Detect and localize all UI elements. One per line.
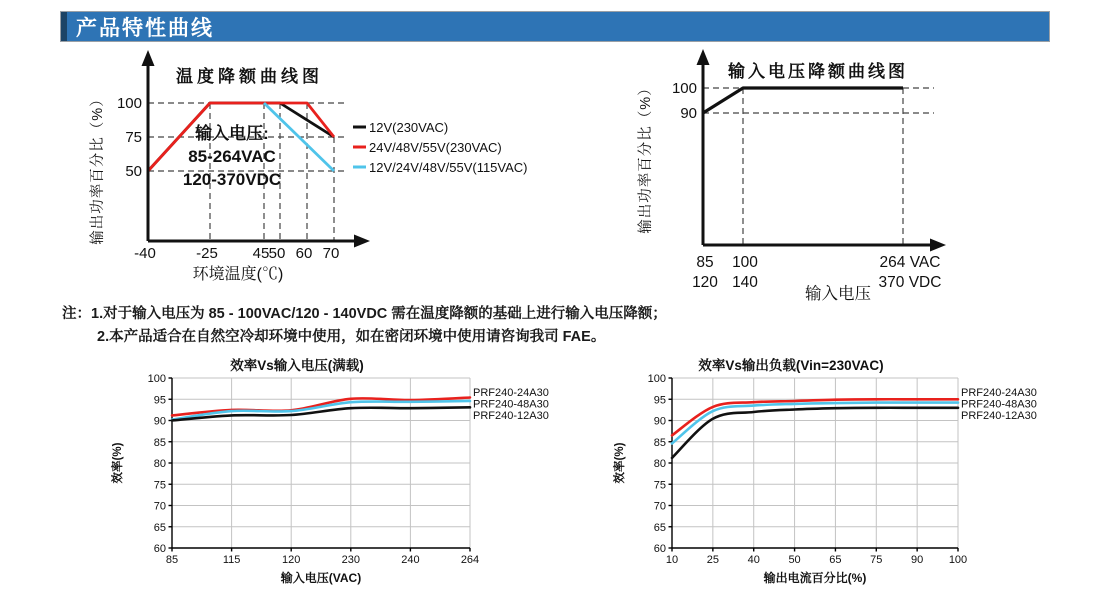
efficiency-vs-input-svg bbox=[105, 356, 565, 598]
note-line-2 bbox=[62, 326, 782, 349]
note-text-1: 1.对于输入电压为 85 - 100VAC/120 - 140VDC 需在温度降额的基础上进行输入电压降额； bbox=[91, 306, 667, 322]
x-tick-label: 45 bbox=[252, 245, 270, 262]
x-tick-label: 85 bbox=[165, 554, 179, 566]
y-tick-label: 65 bbox=[153, 521, 166, 534]
y-tick-label: 65 bbox=[653, 521, 666, 534]
x-tick-label: -25 bbox=[196, 245, 218, 262]
annotation: 输入电压: bbox=[195, 124, 269, 143]
y-axis-title: 输出功率百分比（%） bbox=[90, 91, 106, 245]
y-tick-label: 90 bbox=[680, 105, 697, 122]
y-axis-arrow bbox=[142, 50, 155, 66]
y-tick-label: 100 bbox=[671, 80, 697, 97]
chart-title: 输入电压降额曲线图 bbox=[728, 62, 908, 81]
x-tick-label: 50 bbox=[788, 554, 801, 566]
x-tick-label: 50 bbox=[268, 245, 286, 262]
x-tick-label: 240 bbox=[401, 554, 420, 566]
notes bbox=[62, 303, 782, 349]
input-derating-svg bbox=[628, 45, 1028, 305]
y-axis-title: 效率(%) bbox=[112, 442, 124, 484]
x-tick-label: 85 bbox=[696, 254, 714, 271]
y-tick-label: 100 bbox=[147, 373, 166, 385]
x-axis-title: 输入电压 bbox=[805, 285, 871, 303]
input-derating-chart bbox=[628, 45, 1028, 310]
x-tick-label: 90 bbox=[911, 554, 924, 566]
x-tick-label: 75 bbox=[870, 554, 883, 566]
y-tick-label: 100 bbox=[116, 95, 142, 112]
y-axis-title: 输出功率百分比（%） bbox=[638, 80, 654, 234]
x-axis-arrow bbox=[930, 239, 946, 252]
y-tick-label: 70 bbox=[653, 500, 666, 513]
y-tick-label: 50 bbox=[125, 163, 142, 180]
y-tick-label: 80 bbox=[653, 458, 666, 470]
temp-derating-svg bbox=[60, 46, 580, 286]
x-tick-label: 120 bbox=[282, 554, 301, 566]
efficiency-vs-load-svg bbox=[605, 356, 1065, 598]
x-axis-title: 输出电流百分比(%) bbox=[763, 571, 867, 585]
y-tick-label: 75 bbox=[153, 479, 166, 492]
note-line-1 bbox=[62, 303, 782, 326]
x-axis-title: 输入电压(VAC) bbox=[280, 571, 362, 585]
x-tick-label: 264 bbox=[460, 554, 480, 566]
y-tick-label: 75 bbox=[125, 129, 142, 146]
series-label: PRF240-12A30 bbox=[961, 410, 1037, 422]
annotation: 85-264VAC bbox=[188, 147, 276, 166]
x-axis-title: 环境温度(℃) bbox=[192, 266, 284, 283]
section-header bbox=[60, 11, 1050, 42]
note-prefix: 注： bbox=[62, 306, 91, 322]
x-tick-label: 70 bbox=[322, 245, 340, 262]
chart-title: 温度降额曲线图 bbox=[176, 67, 323, 86]
x-tick-label: 140 bbox=[732, 274, 758, 291]
x-tick-label: -40 bbox=[134, 245, 156, 262]
x-axis-arrow bbox=[354, 235, 370, 248]
series-label: PRF240-12A30 bbox=[473, 410, 549, 422]
x-tick-label: 230 bbox=[341, 554, 360, 566]
efficiency-vs-load-chart bbox=[605, 356, 1065, 601]
section-title: 产品特性曲线 bbox=[76, 16, 214, 40]
series-label: PRF240-48A30 bbox=[961, 398, 1037, 411]
y-tick-label: 60 bbox=[153, 543, 166, 555]
y-tick-label: 95 bbox=[653, 394, 666, 407]
y-tick-label: 70 bbox=[153, 500, 166, 513]
x-tick-label: 65 bbox=[829, 554, 842, 566]
legend-label: 12V/24V/48V/55V(115VAC) bbox=[369, 160, 528, 175]
x-tick-label: 25 bbox=[706, 554, 719, 566]
x-tick-label: 40 bbox=[747, 554, 760, 566]
x-tick-label: 120 bbox=[692, 274, 718, 291]
y-tick-label: 90 bbox=[653, 415, 666, 428]
legend-label: 12V(230VAC) bbox=[369, 120, 449, 135]
temp-derating-chart bbox=[60, 46, 580, 291]
y-axis-arrow bbox=[697, 49, 710, 65]
efficiency-vs-input-chart bbox=[105, 356, 565, 601]
x-tick-label: 115 bbox=[222, 554, 241, 566]
x-tick-label: 370 VDC bbox=[878, 274, 942, 291]
series-label: PRF240-48A30 bbox=[473, 398, 549, 411]
series-label: PRF240-24A30 bbox=[961, 387, 1037, 399]
series-line bbox=[672, 408, 958, 458]
x-tick-label: 60 bbox=[295, 245, 313, 262]
y-tick-label: 60 bbox=[653, 543, 666, 555]
x-tick-label: 10 bbox=[665, 554, 679, 566]
y-tick-label: 95 bbox=[153, 394, 166, 407]
x-tick-label: 100 bbox=[948, 554, 968, 566]
y-tick-label: 90 bbox=[153, 415, 166, 428]
legend-label: 24V/48V/55V(230VAC) bbox=[369, 140, 502, 155]
y-tick-label: 80 bbox=[153, 458, 166, 470]
series-label: PRF240-24A30 bbox=[473, 387, 549, 399]
series-line bbox=[703, 88, 903, 113]
y-tick-label: 85 bbox=[653, 436, 666, 449]
x-tick-label: 264 VAC bbox=[879, 254, 941, 271]
x-tick-label: 100 bbox=[732, 254, 758, 271]
chart-title: 效率Vs输出负载(Vin=230VAC) bbox=[698, 358, 884, 373]
y-tick-label: 75 bbox=[653, 479, 666, 492]
chart-title: 效率Vs输入电压(满载) bbox=[230, 358, 364, 373]
note-text-2: 2.本产品适合在自然空冷却环境中使用，如在密闭环境中使用请咨询我司 FAE。 bbox=[97, 329, 606, 345]
y-axis-title: 效率(%) bbox=[614, 442, 626, 484]
annotation: 120-370VDC bbox=[182, 170, 282, 189]
y-tick-label: 100 bbox=[647, 373, 666, 385]
y-tick-label: 85 bbox=[153, 436, 166, 449]
